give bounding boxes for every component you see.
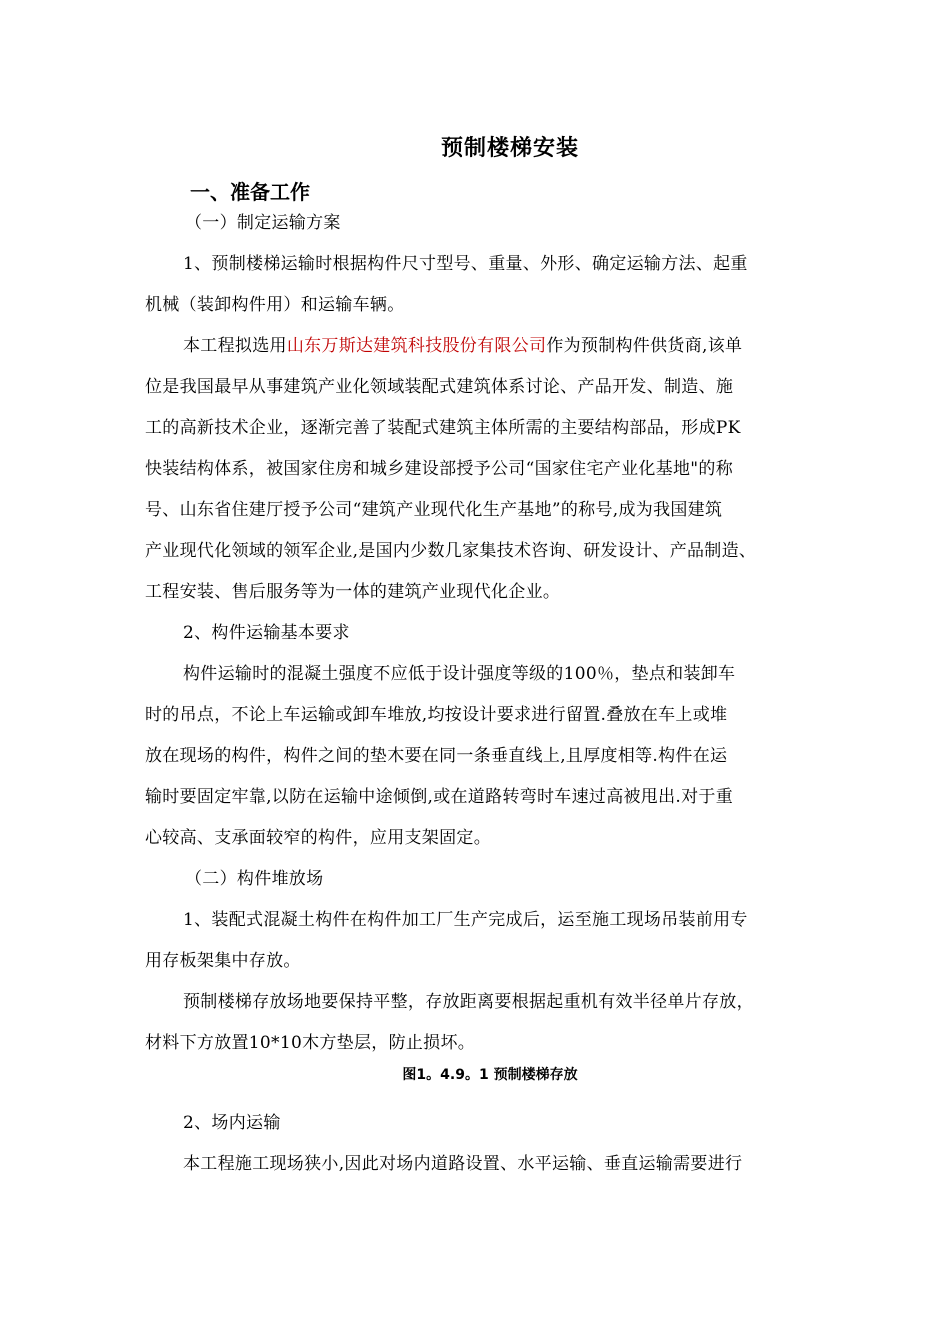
body-block-2 bbox=[145, 1103, 825, 1185]
paragraph-line: 材料下方放置10*10木方垫层，防止损坏。 bbox=[145, 1033, 476, 1053]
paragraph-line: 号、山东省住建厅授予公司“建筑产业现代化生产基地”的称号,成为我国建筑 bbox=[145, 500, 723, 520]
paragraph-line bbox=[145, 326, 825, 367]
paragraph-line: 1、预制楼梯运输时根据构件尺寸型号、重量、外形、确定运输方法、起重 bbox=[183, 254, 748, 274]
subsection-heading: （一）制定运输方案 bbox=[185, 213, 341, 233]
section-heading: 一、准备工作 bbox=[190, 180, 310, 204]
paragraph-line: 工程安装、售后服务等为一体的建筑产业现代化企业。 bbox=[145, 582, 561, 602]
paragraph-line: 快装结构体系，被国家住房和城乡建设部授予公司“国家住宅产业化基地"的称 bbox=[145, 459, 734, 479]
subsection-heading: 2、构件运输基本要求 bbox=[183, 623, 350, 643]
paragraph-line: 心较高、支承面较窄的构件，应用支架固定。 bbox=[145, 828, 491, 848]
paragraph-line: 工的高新技术企业，逐渐完善了装配式建筑主体所需的主要结构部品，形成PK bbox=[145, 418, 741, 438]
paragraph-line: 输时要固定牢靠,以防在运输中途倾倒,或在道路转弯时车速过高被甩出.对于重 bbox=[145, 787, 734, 807]
paragraph-line: 1、装配式混凝土构件在构件加工厂生产完成后，运至施工现场吊装前用专 bbox=[183, 910, 748, 930]
paragraph-line: 放在现场的构件，构件之间的垫木要在同一条垂直线上,且厚度相等.构件在运 bbox=[145, 746, 728, 766]
subsection-heading: （二）构件堆放场 bbox=[185, 869, 324, 889]
paragraph-line: 预制楼梯存放场地要保持平整，存放距离要根据起重机有效半径单片存放， bbox=[183, 992, 754, 1012]
paragraph-line: 本工程施工现场狭小,因此对场内道路设置、水平运输、垂直运输需要进行 bbox=[183, 1154, 743, 1174]
paragraph-line: 用存板架集中存放。 bbox=[145, 951, 301, 971]
paragraph-text: 作为预制构件供货商,该单 bbox=[546, 336, 743, 356]
paragraph-text: 本工程拟选用 bbox=[183, 336, 287, 356]
body-block-1 bbox=[145, 203, 825, 1064]
subsection-heading: 2、场内运输 bbox=[183, 1113, 281, 1133]
figure-caption: 图1。4.9。1 预制楼梯存放 bbox=[402, 1067, 578, 1083]
paragraph-line: 构件运输时的混凝土强度不应低于设计强度等级的100％，垫点和装卸车 bbox=[183, 664, 736, 684]
document-title: 预制楼梯安装 bbox=[440, 136, 579, 161]
paragraph-line: 机械（装卸构件用）和运输车辆。 bbox=[145, 295, 405, 315]
paragraph-line: 产业现代化领域的领军企业,是国内少数几家集技术咨询、研发设计、产品制造、 bbox=[145, 541, 757, 561]
paragraph-line: 位是我国最早从事建筑产业化领域装配式建筑体系讨论、产品开发、制造、施 bbox=[145, 377, 734, 397]
company-name-highlight: 山东万斯达建筑科技股份有限公司 bbox=[286, 336, 547, 356]
paragraph-line: 时的吊点，不论上车运输或卸车堆放,均按设计要求进行留置.叠放在车上或堆 bbox=[145, 705, 728, 725]
